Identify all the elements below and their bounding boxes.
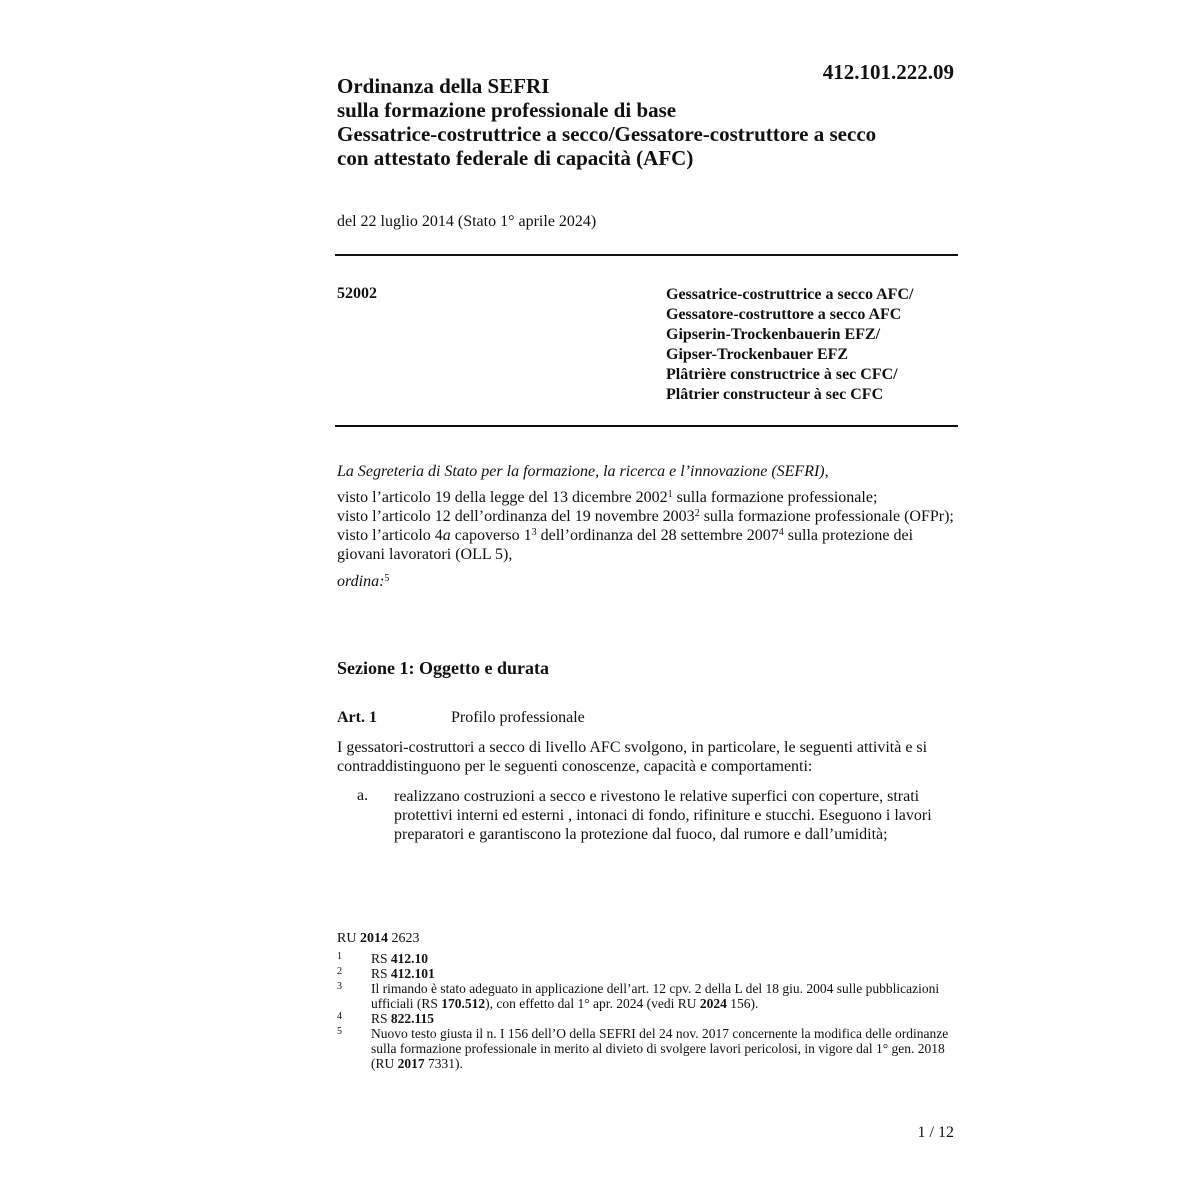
fn-bold: 822.115 xyxy=(390,1011,435,1026)
preamble-basis-2 xyxy=(337,507,958,526)
basis-text: sulla formazione professionale; xyxy=(672,489,878,506)
fn-bold: 2017 xyxy=(397,1056,425,1071)
title-line: sulla formazione professionale di base xyxy=(337,98,677,122)
footnote xyxy=(337,1011,952,1026)
list-item-letter: a. xyxy=(357,787,369,804)
footnote-ref[interactable]: 5 xyxy=(384,573,390,584)
basis-text: sulla protezione dei giovani lavoratori (OLL 5), xyxy=(337,527,914,563)
footnote xyxy=(337,981,952,1011)
footnote xyxy=(337,966,952,981)
designation-line: Plâtrier constructeur à sec CFC xyxy=(666,386,884,403)
designation-line: Gessatrice-costruttrice a secco AFC/ xyxy=(666,286,914,303)
fn-part: RS xyxy=(371,1011,391,1026)
designation-line: Gipserin-Trockenbauerin EFZ/ xyxy=(666,326,881,343)
profession-designations xyxy=(666,285,913,405)
basis-text: sulla formazione professionale (OFPr); xyxy=(699,508,954,525)
footnote-number: 3 xyxy=(337,981,342,992)
fn-part: RS xyxy=(371,951,391,966)
basis-text: capoverso 1 xyxy=(450,527,532,544)
basis-text: visto l’articolo 12 dell’ordinanza del 19 novembre 2003 xyxy=(337,508,695,525)
designation-line: Gipser-Trockenbauer EFZ xyxy=(666,346,849,363)
footnote-ref[interactable]: 2 xyxy=(694,508,700,519)
title-line: con attestato federale di capacità (AFC) xyxy=(337,146,694,170)
page-number: 1 / 12 xyxy=(917,1124,954,1141)
top-divider xyxy=(335,254,958,256)
fn-part: RS xyxy=(371,966,391,981)
date-status-line: del 22 luglio 2014 (Stato 1° aprile 2024) xyxy=(337,213,597,230)
article-intro: I gessatori-costruttori a secco di livello AFC svolgono, in particolare, le seguenti attività e si contraddistinguono per le seguenti conoscenze, capacità e comportamenti: xyxy=(337,739,928,775)
fn-part: Il rimando è stato adeguato in applicazione dell’art. 12 cpv. 2 della L del 18 giu. 2004 sulle pubblicazioni ufficiali (RS xyxy=(371,981,940,1011)
footnote-number: 4 xyxy=(337,1011,342,1022)
fn-bold: 412.10 xyxy=(390,951,429,966)
designation-line: Plâtrière constructrice à sec CFC/ xyxy=(666,366,898,383)
footnote-number: 2 xyxy=(337,966,342,977)
title-line: Ordinanza della SEFRI xyxy=(337,74,550,98)
ro-year: 2014 xyxy=(359,931,388,946)
footnote xyxy=(337,951,952,966)
footnote-number: 5 xyxy=(337,1026,342,1037)
footnote-text xyxy=(371,966,952,981)
fn-bold: 2024 xyxy=(699,996,727,1011)
basis-text: dell’ordinanza del 28 settembre 2007 xyxy=(536,527,779,544)
preamble xyxy=(337,462,958,591)
footnotes xyxy=(337,951,952,1071)
ro-page: 2623 xyxy=(387,931,420,946)
footnote-ref[interactable]: 3 xyxy=(531,527,537,538)
fn-bold: 412.101 xyxy=(390,966,435,981)
issuing-authority: La Segreteria di Stato per la formazione, la ricerca e l’innovazione (SEFRI), xyxy=(337,463,829,480)
article-number: Art. 1 xyxy=(337,709,377,726)
footnote-ref[interactable]: 4 xyxy=(778,527,784,538)
footnote-text xyxy=(371,981,952,1011)
footnote-text xyxy=(371,1011,952,1026)
order-clause xyxy=(337,572,958,591)
bottom-divider xyxy=(335,425,958,427)
section-heading: Sezione 1: Oggetto e durata xyxy=(337,658,549,678)
footnote-text xyxy=(371,951,952,966)
official-compilation-ref xyxy=(337,931,419,947)
order-text: ordina: xyxy=(337,573,385,590)
document-title xyxy=(337,74,977,170)
basis-text: visto l’articolo 19 della legge del 13 dicembre 2002 xyxy=(337,489,668,506)
sr-number: 412.101.222.09 xyxy=(822,60,954,84)
profession-code: 52002 xyxy=(337,285,377,302)
fn-bold: 170.512 xyxy=(441,996,486,1011)
article-title: Profilo professionale xyxy=(451,709,585,726)
title-line: Gessatrice-costruttrice a secco/Gessatore-costruttore a secco xyxy=(337,122,877,146)
footnote xyxy=(337,1026,952,1071)
preamble-basis-3 xyxy=(337,526,958,564)
footnote-number: 1 xyxy=(337,951,342,962)
basis-text: visto l’articolo 4 xyxy=(337,527,443,544)
designation-line: Gessatore-costruttore a secco AFC xyxy=(666,306,902,323)
ro-prefix: RU xyxy=(337,931,360,946)
footnote-ref[interactable]: 1 xyxy=(667,489,673,500)
preamble-basis-1 xyxy=(337,488,958,507)
list-item-text: realizzano costruzioni a secco e rivestono le relative superfici con coperture, strati protettivi interni ed esterni , intonaci di fondo, rifiniture e stucchi. Eseguono i lavori preparatori e garantiscono la protezione dal fuoco, dal rumore e dall’umidità; xyxy=(394,788,932,843)
fn-part: 7331). xyxy=(424,1056,463,1071)
fn-part: Nuovo testo giusta il n. I 156 dell’O della SEFRI del 24 nov. 2017 concernente la modifica delle ordinanze sulla formazione professionale in merito al divieto di svolgere lavori pericolosi, in vigore dal 1° gen. 2018 (RU xyxy=(371,1026,949,1071)
fn-part: ), con effetto dal 1° apr. 2024 (vedi RU xyxy=(485,996,700,1011)
footnote-text xyxy=(371,1026,952,1071)
fn-part: 156). xyxy=(726,996,759,1011)
basis-italic: a xyxy=(442,527,451,544)
